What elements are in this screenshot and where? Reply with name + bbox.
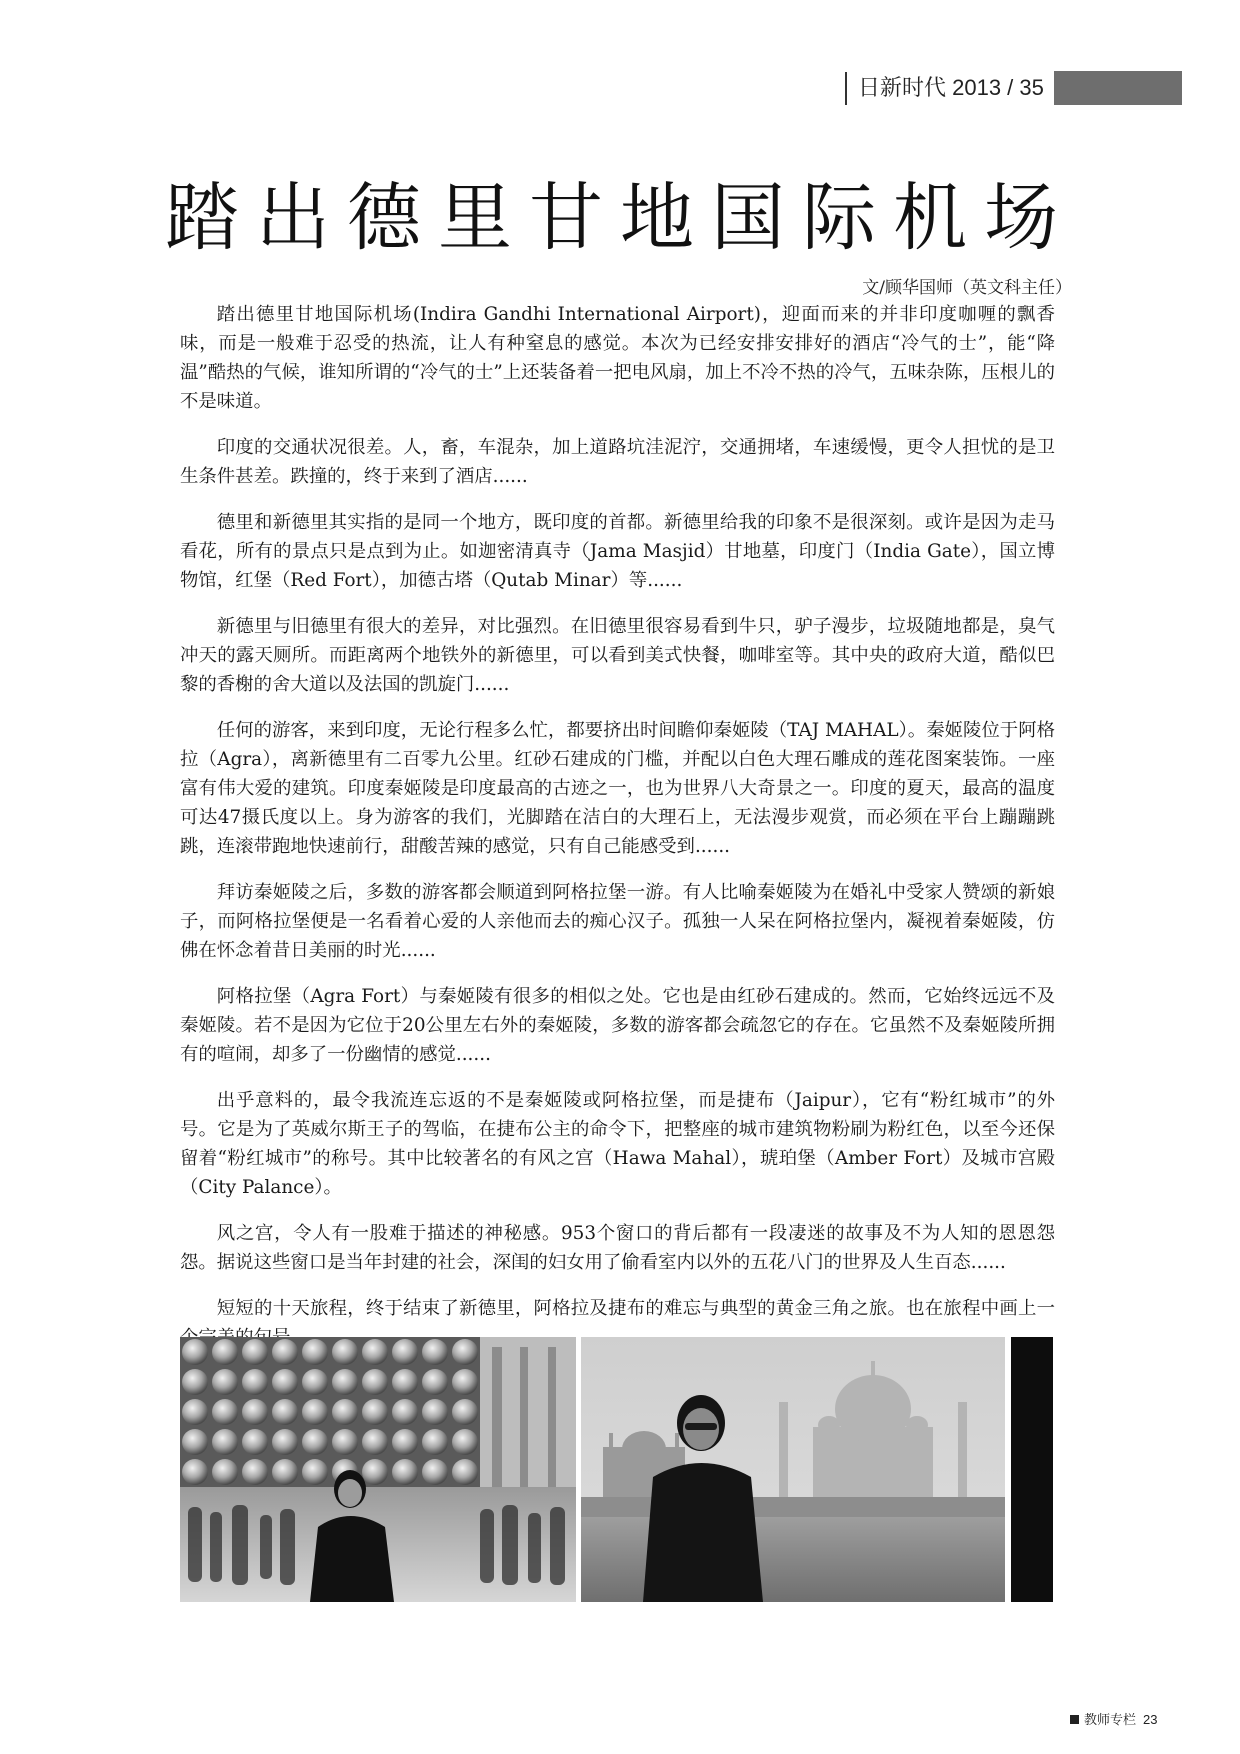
- paragraph: 出乎意料的，最令我流连忘返的不是秦姬陵或阿格拉堡，而是捷布（Jaipur），它有“粉红城市”的外号。它是为了英威尔斯王子的驾临，在捷布公主的命令下，把整座的城市建筑物粉刷为粉红色，以至今还保留着“粉红城市”的称号。其中比较著名的有风之宫（Hawa Mahal），琥珀堡（Amber Fort）及城市宫殿（City Palance）。: [180, 1090, 1055, 1198]
- article-title: 踏出德里甘地国际机场: [165, 175, 1075, 261]
- footer-section: 教师专栏: [1084, 1712, 1137, 1727]
- article-byline: 文/顾华国师（英文科主任）: [862, 278, 1072, 298]
- header-gray-bar: [1054, 71, 1182, 105]
- page-number: 23: [1143, 1712, 1158, 1727]
- paragraph: 踏出德里甘地国际机场(Indira Gandhi International Airport)，迎面而来的并非印度咖喱的飘香味，而是一般难于忍受的热流，让人有种窒息的感觉。本次为已经安排安排好的酒店“冷气的士”，能“降温”酷热的气候，谁知所谓的“冷气的士”上还装备着一把电风扇，加上不冷不热的冷气，五味杂陈，压根儿的不是味道。: [180, 304, 1055, 412]
- article-body: [180, 300, 1055, 1369]
- paragraph: 短短的十天旅程，终于结束了新德里，阿格拉及捷布的难忘与典型的黄金三角之旅。也在旅程中画上一: [216, 1298, 1055, 1319]
- paragraph: 印度的交通状况很差。人，畜，车混杂，加上道路坑洼泥泞，交通拥堵，车速缓慢，更令人担忧的是卫生条件甚差。跌撞的，终于来到了酒店......: [180, 437, 1055, 487]
- running-head: 日新时代 2013 / 35: [858, 75, 1044, 100]
- paragraph: 风之宫，令人有一股难于描述的神秘感。953个窗口的背后都有一段凄迷的故事及不为人知的恩恩怨怨。据说这些窗口是当年封建的社会，深闺的妇女用了偷看室内以外的五花八门的世界及人生百态......: [180, 1223, 1055, 1273]
- paragraph: 拜访秦姬陵之后，多数的游客都会顺道到阿格拉堡一游。有人比喻秦姬陵为在婚礼中受家人赞颂的新娘子，而阿格拉堡便是一名看着心爱的人亲他而去的痴心汉子。孤独一人呆在阿格拉堡内，凝视着秦姬陵，仿佛在怀念着昔日美丽的时光......: [180, 882, 1055, 961]
- taj-mahal-photo: [581, 1337, 1005, 1602]
- paragraph: 新德里与旧德里有很大的差异，对比强烈。在旧德里很容易看到牛只，驴子漫步，垃圾随地都是，臭气冲天的露天厕所。而距离两个地铁外的新德里，可以看到美式快餐，咖啡室等。其中央的政府大道，酷似巴黎的香榭的舍大道以及法国的凯旋门......: [180, 616, 1055, 695]
- paragraph: 阿格拉堡（Agra Fort）与秦姬陵有很多的相似之处。它也是由红砂石建成的。然而，它始终远远不及秦姬陵。若不是因为它位于20公里左右外的秦姬陵，多数的游客都会疏忽它的存在。它虽然不及秦姬陵所拥有的喧闹，却多了一份幽情的感觉......: [180, 986, 1055, 1065]
- paragraph: 任何的游客，来到印度，无论行程多么忙，都要挤出时间瞻仰秦姬陵（TAJ MAHAL）。秦姬陵位于阿格拉（Agra），离新德里有二百零九公里。红砂石建成的门槛，并配以白色大理石雕成的莲花图案装饰。一座富有伟大爱的建筑。印度秦姬陵是印度最高的古迹之一，也为世界八大奇景之一。印度的夏天，最高的温度可达47摄氏度以上。身为游客的我们，光脚踏在洁白的大理石上，无法漫步观赏，而必须在平台上蹦蹦跳跳，连滚带跑地快速前行，甜酸苦辣的感觉，只有自己能感受到......: [180, 720, 1055, 857]
- airport-photo: [180, 1337, 576, 1602]
- footer-square-icon: [1070, 1715, 1079, 1724]
- black-side-bar: [1011, 1337, 1053, 1602]
- header-divider: [845, 72, 847, 105]
- paragraph: 德里和新德里其实指的是同一个地方，既印度的首都。新德里给我的印象不是很深刻。或许是因为走马看花，所有的景点只是点到为止。如迦密清真寺（Jama Masjid）甘地墓，印度门（India Gate），国立博物馆，红堡（Red Fort），加德古塔（Qutab Minar）等......: [180, 512, 1055, 591]
- page-footer: [1070, 1710, 1157, 1730]
